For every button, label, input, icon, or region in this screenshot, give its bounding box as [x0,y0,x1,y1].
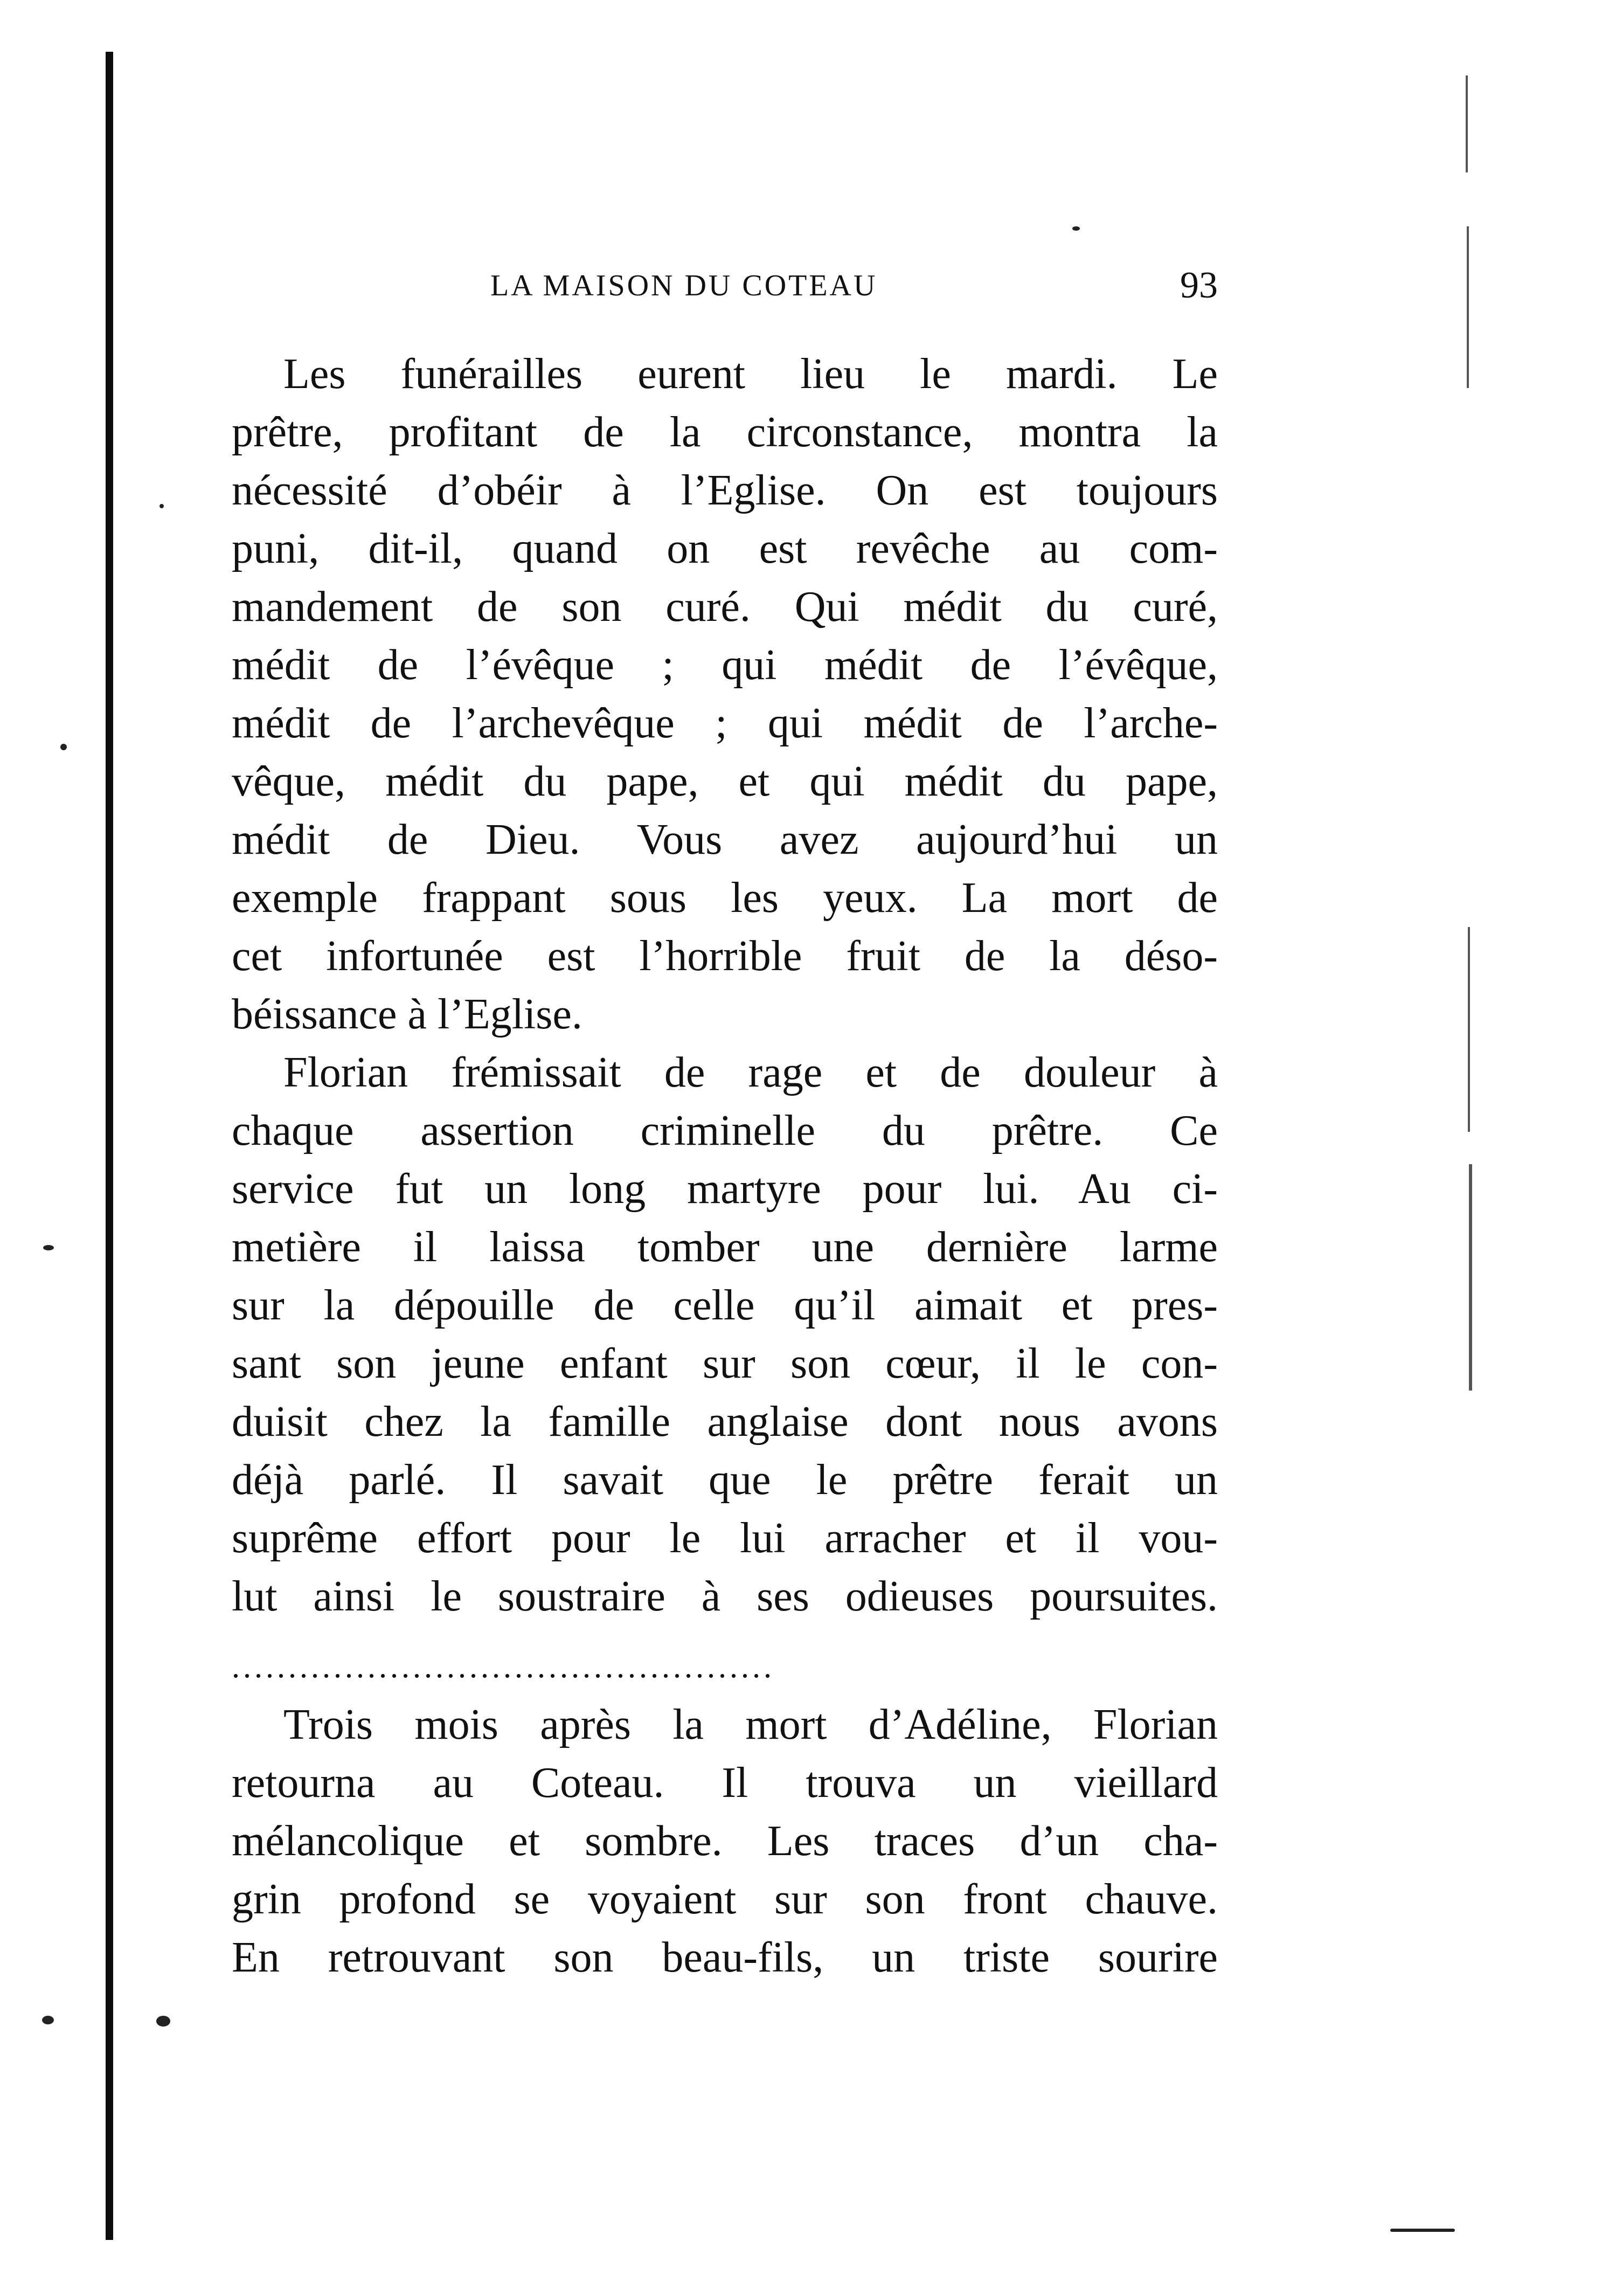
text-line: lut ainsi le soustraire à ses odieuses poursuites. [232,1573,1218,1620]
right-edge-mark [1468,927,1470,1132]
text-line: En retrouvant son beau-fils, un triste sourire [232,1934,1218,1981]
ink-speck [42,2016,54,2024]
right-edge-mark [1466,75,1468,172]
text-line: Les funérailles eurent lieu le mardi. Le [283,350,1218,398]
ink-speck [159,504,164,508]
ink-speck [1072,226,1080,231]
binding-edge-line [106,52,113,2240]
text-line: grin profond se voyaient sur son front chauve. [232,1876,1218,1923]
text-line: duisit chez la famille anglaise dont nous avons [232,1398,1218,1446]
ink-speck [156,2016,170,2027]
right-edge-mark [1467,226,1469,388]
text-line: sur la dépouille de celle qu’il aimait et pres- [232,1282,1218,1329]
text-line: puni, dit-il, quand on est revêche au com- [232,525,1218,572]
text-line: suprême effort pour le lui arracher et il vou- [232,1514,1218,1562]
section-separator-dots: ................................................ [232,1649,775,1684]
text-line: mandement de son curé. Qui médit du curé, [232,583,1218,631]
ink-speck [43,1245,54,1250]
text-line: béissance à l’Eglise. [232,991,582,1038]
page-number: 93 [1180,265,1218,306]
text-line: retourna au Coteau. Il trouva un vieillard [232,1759,1218,1807]
text-line: médit de l’archevêque ; qui médit de l’arche- [232,700,1218,747]
text-line: déjà parlé. Il savait que le prêtre ferait un [232,1456,1218,1504]
text-line: vêque, médit du pape, et qui médit du pape, [232,758,1218,805]
paragraph-1 [232,345,1218,1043]
ink-speck [1390,2229,1455,2232]
text-line: prêtre, profitant de la circonstance, montra la [232,409,1218,456]
running-title: LA MAISON DU COTEAU [490,269,878,302]
running-head [232,264,1218,307]
text-line: médit de Dieu. Vous avez aujourd’hui un [232,816,1218,863]
text-line: nécessité d’obéir à l’Eglise. On est toujours [232,467,1218,514]
text-line: Florian frémissait de rage et de douleur à [283,1049,1218,1096]
ink-speck [60,744,67,750]
body-text [232,345,1218,1987]
text-line: cet infortunée est l’horrible fruit de la déso- [232,932,1218,980]
text-line: mélancolique et sombre. Les traces d’un cha- [232,1817,1218,1865]
text-line: sant son jeune enfant sur son cœur, il le con- [232,1340,1218,1387]
paragraph-2 [232,1043,1218,1626]
text-line: médit de l’évêque ; qui médit de l’évêque, [232,641,1218,689]
text-line: chaque assertion criminelle du prêtre. Ce [232,1107,1218,1154]
text-line: exemple frappant sous les yeux. La mort de [232,874,1218,922]
text-line: metière il laissa tomber une dernière larme [232,1223,1218,1271]
paragraph-3 [232,1696,1218,1987]
text-line: Trois mois après la mort d’Adéline, Florian [283,1701,1218,1748]
right-edge-mark [1469,1164,1472,1391]
text-line: service fut un long martyre pour lui. Au ci- [232,1165,1218,1213]
